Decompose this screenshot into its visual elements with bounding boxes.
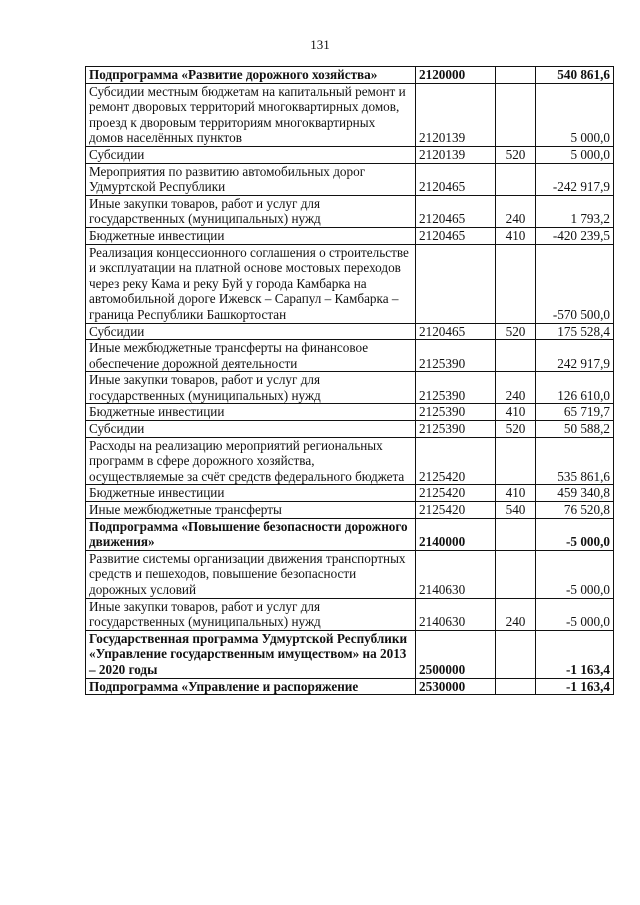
row-code-cell: 2140630 [416,550,496,598]
budget-table-body [86,67,614,695]
row-amount-cell: 175 528,4 [536,323,614,340]
row-code-cell: 2500000 [416,630,496,678]
row-name-cell: Бюджетные инвестиции [86,485,416,502]
budget-table [85,66,614,695]
row-name-cell: Субсидии [86,421,416,438]
table-row [86,550,614,598]
row-name-cell: Подпрограмма «Управление и распоряжение [86,678,416,695]
row-type-cell: 240 [496,195,536,227]
row-type-cell [496,67,536,84]
row-code-cell: 2125390 [416,372,496,404]
row-type-cell: 410 [496,404,536,421]
table-row [86,630,614,678]
table-row [86,518,614,550]
row-type-cell: 240 [496,598,536,630]
row-code-cell: 2120465 [416,227,496,244]
row-type-cell [496,163,536,195]
row-type-cell [496,340,536,372]
row-name-cell: Иные закупки товаров, работ и услуг для государственных (муниципальных) нужд [86,372,416,404]
row-amount-cell: 50 588,2 [536,421,614,438]
row-code-cell: 2125420 [416,502,496,519]
row-name-cell: Иные межбюджетные трансферты на финансовое обеспечение дорожной деятельности [86,340,416,372]
row-name-cell: Подпрограмма «Развитие дорожного хозяйства» [86,67,416,84]
row-code-cell: 2125420 [416,437,496,485]
row-type-cell [496,437,536,485]
row-amount-cell: -420 239,5 [536,227,614,244]
row-name-cell: Развитие системы организации движения транспортных средств и пешеходов, повышение безопасности дорожных условий [86,550,416,598]
row-amount-cell: -242 917,9 [536,163,614,195]
row-code-cell: 2120465 [416,195,496,227]
row-amount-cell: -5 000,0 [536,598,614,630]
row-amount-cell: 535 861,6 [536,437,614,485]
row-name-cell: Субсидии местным бюджетам на капитальный ремонт и ремонт дворовых территорий многоквартирных домов, проезд к дворовым территориям многоквартирных домов населённых пунктов [86,83,416,146]
table-row [86,146,614,163]
row-amount-cell: 1 793,2 [536,195,614,227]
row-amount-cell: -1 163,4 [536,630,614,678]
row-type-cell: 540 [496,502,536,519]
row-amount-cell: -5 000,0 [536,550,614,598]
row-name-cell: Субсидии [86,323,416,340]
table-row [86,502,614,519]
table-row [86,244,614,323]
row-code-cell: 2120465 [416,163,496,195]
table-row [86,437,614,485]
row-code-cell: 2120465 [416,323,496,340]
table-row [86,67,614,84]
row-name-cell: Подпрограмма «Повышение безопасности дорожного движения» [86,518,416,550]
row-amount-cell: -1 163,4 [536,678,614,695]
row-name-cell: Бюджетные инвестиции [86,404,416,421]
row-type-cell: 410 [496,227,536,244]
row-amount-cell: 5 000,0 [536,146,614,163]
row-type-cell [496,678,536,695]
table-row [86,163,614,195]
row-name-cell: Бюджетные инвестиции [86,227,416,244]
row-type-cell: 410 [496,485,536,502]
row-amount-cell: 242 917,9 [536,340,614,372]
table-row [86,404,614,421]
row-type-cell [496,550,536,598]
row-code-cell: 2120139 [416,146,496,163]
table-row [86,195,614,227]
row-type-cell [496,83,536,146]
row-code-cell [416,244,496,323]
row-amount-cell: -570 500,0 [536,244,614,323]
row-name-cell: Иные закупки товаров, работ и услуг для государственных (муниципальных) нужд [86,598,416,630]
row-type-cell [496,244,536,323]
table-row [86,598,614,630]
table-row [86,421,614,438]
row-type-cell: 520 [496,146,536,163]
row-code-cell: 2125390 [416,404,496,421]
row-amount-cell: 5 000,0 [536,83,614,146]
row-code-cell: 2125390 [416,340,496,372]
row-name-cell: Реализация концессионного соглашения о строительстве и эксплуатации на платной основе мостовых переходов через реку Кама и реку Буй у города Камбарка на автомобильной дороге Ижевск – Сарапул – Камбарка – граница Республики Башкортостан [86,244,416,323]
row-type-cell: 520 [496,323,536,340]
row-name-cell: Расходы на реализацию мероприятий региональных программ в сфере дорожного хозяйства, осуществляемые за счёт средств федерального бюджета [86,437,416,485]
row-name-cell: Иные закупки товаров, работ и услуг для государственных (муниципальных) нужд [86,195,416,227]
row-type-cell [496,630,536,678]
row-code-cell: 2140630 [416,598,496,630]
table-row [86,340,614,372]
row-code-cell: 2140000 [416,518,496,550]
table-row [86,227,614,244]
page-number: 131 [310,37,330,52]
table-row [86,83,614,146]
row-amount-cell: -5 000,0 [536,518,614,550]
row-code-cell: 2125420 [416,485,496,502]
row-code-cell: 2120139 [416,83,496,146]
table-row [86,323,614,340]
table-row [86,485,614,502]
row-amount-cell: 76 520,8 [536,502,614,519]
row-name-cell: Мероприятия по развитию автомобильных дорог Удмуртской Республики [86,163,416,195]
row-type-cell [496,518,536,550]
row-name-cell: Иные межбюджетные трансферты [86,502,416,519]
row-amount-cell: 540 861,6 [536,67,614,84]
row-code-cell: 2125390 [416,421,496,438]
row-amount-cell: 65 719,7 [536,404,614,421]
row-name-cell: Государственная программа Удмуртской Республики «Управление государственным имуществом» на 2013 – 2020 годы [86,630,416,678]
row-amount-cell: 126 610,0 [536,372,614,404]
row-code-cell: 2530000 [416,678,496,695]
row-amount-cell: 459 340,8 [536,485,614,502]
row-type-cell: 520 [496,421,536,438]
table-row [86,678,614,695]
table-row [86,372,614,404]
row-name-cell: Субсидии [86,146,416,163]
row-code-cell: 2120000 [416,67,496,84]
row-type-cell: 240 [496,372,536,404]
